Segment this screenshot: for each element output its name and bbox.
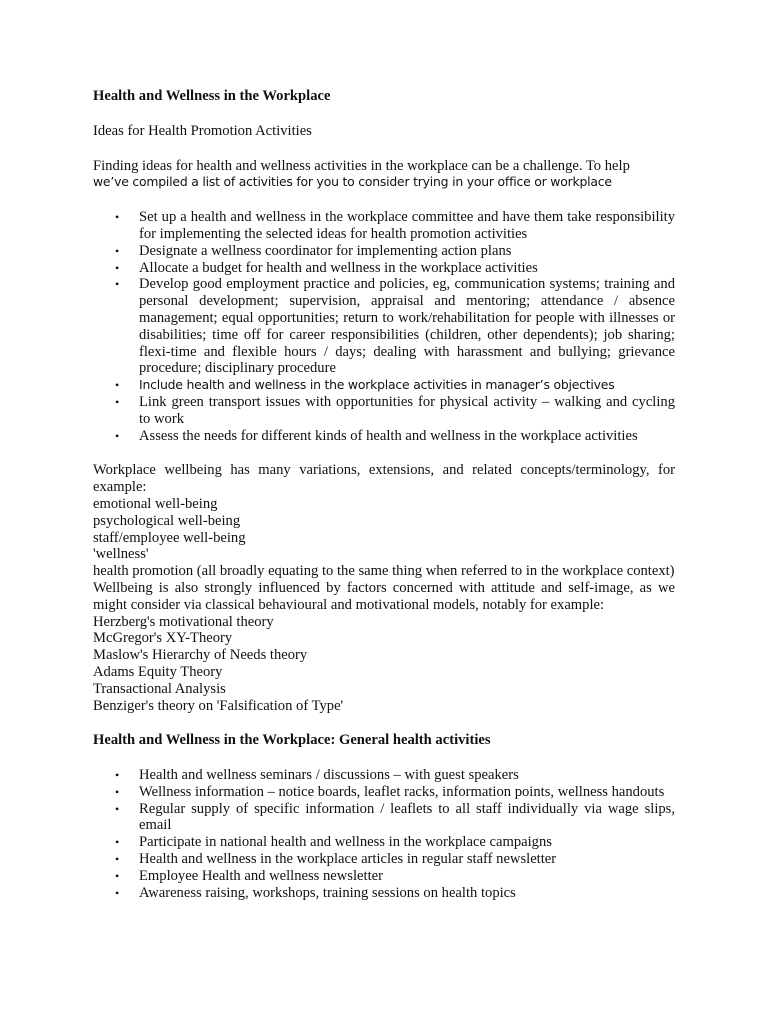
list-item-text: Wellness information – notice boards, leaflet racks, information points, wellness handouts	[139, 783, 665, 800]
models-list	[93, 614, 675, 715]
list-item-text: Participate in national health and wellness in the workplace campaigns	[139, 834, 552, 851]
section-heading-general-activities: Health and Wellness in the Workplace: General health activities	[93, 732, 491, 749]
list-item	[93, 767, 675, 784]
list-item	[93, 394, 675, 428]
list-item-text: Regular supply of specific information / leaflets to all staff individually via wage slips, email	[139, 800, 675, 834]
wellbeing-term: psychological well-being	[93, 512, 241, 529]
ideas-list	[93, 209, 675, 444]
bullet-icon: •	[115, 768, 120, 783]
list-item	[93, 209, 675, 243]
list-item-text: Allocate a budget for health and wellness in the workplace activities	[139, 259, 538, 276]
bullet-icon: •	[115, 784, 120, 799]
model-item: Transactional Analysis	[93, 680, 226, 697]
model-item: Maslow's Hierarchy of Needs theory	[93, 647, 308, 664]
list-item-text: Awareness raising, workshops, training sessions on health topics	[139, 884, 516, 901]
model-item: Benziger's theory on 'Falsification of Type'	[93, 697, 344, 714]
models-intro: Wellbeing is also strongly influenced by factors concerned with attitude and self-image, as we might consider via classical behavioural and motivational models, notably for example:	[93, 579, 675, 613]
bullet-icon: •	[115, 378, 120, 393]
bullet-icon: •	[115, 394, 120, 409]
list-item-text: Set up a health and wellness in the workplace committee and have them take responsibility for implementing the selected ideas for health promotion activities	[139, 209, 675, 242]
bullet-icon: •	[115, 852, 120, 867]
list-item-text: Designate a wellness coordinator for implementing action plans	[139, 242, 512, 259]
list-item-text: Employee Health and wellness newsletter	[139, 867, 383, 884]
bullet-icon: •	[115, 428, 120, 443]
bullet-icon: •	[115, 835, 120, 850]
model-item: McGregor's XY-Theory	[93, 630, 233, 647]
list-item	[93, 377, 675, 394]
intro-line-1: Finding ideas for health and wellness activities in the workplace can be a challenge. To help	[93, 157, 630, 174]
wellbeing-terms-list	[93, 496, 675, 563]
list-item-text: Include health and wellness in the workplace activities in manager’s objectives	[139, 377, 615, 393]
list-item	[93, 428, 675, 445]
wellbeing-term: 'wellness'	[93, 546, 149, 563]
list-item	[93, 851, 675, 868]
document-title: Health and Wellness in the Workplace	[93, 88, 331, 104]
bullet-icon: •	[115, 210, 120, 225]
wellbeing-term: health promotion (all broadly equating to the same thing when referred to in the workplace context)	[93, 563, 675, 580]
wellbeing-term: emotional well-being	[93, 495, 218, 512]
wellbeing-term: staff/employee well-being	[93, 529, 246, 546]
bullet-icon: •	[115, 277, 120, 292]
bullet-icon: •	[115, 260, 120, 275]
list-item	[93, 784, 675, 801]
list-item-text: Develop good employment practice and policies, eg, communication systems; training and personal development; supervision, appraisal and mentoring; attendance / absence management; equal opportunities; return to work/rehabilitation for people with illnesses or disabilities; time off for career responsibilities (children, other dependents); job sharing; flexi-time and flexible hours / days; dealing with harassment and bullying; grievance procedure; disciplinary procedure	[139, 276, 675, 377]
list-item	[93, 868, 675, 885]
list-item	[93, 243, 675, 260]
model-item: Adams Equity Theory	[93, 663, 223, 680]
list-item	[93, 885, 675, 902]
list-item-text: Health and wellness in the workplace articles in regular staff newsletter	[139, 851, 557, 868]
list-item	[93, 260, 675, 277]
wellbeing-intro: Workplace wellbeing has many variations, extensions, and related concepts/terminology, for example:	[93, 462, 675, 496]
list-item-text: Assess the needs for different kinds of health and wellness in the workplace activities	[139, 427, 638, 444]
list-item-text: Health and wellness seminars / discussions – with guest speakers	[139, 767, 519, 784]
intro-line-2: we’ve compiled a list of activities for you to consider trying in your office or workplace	[93, 174, 612, 190]
list-item	[93, 834, 675, 851]
general-activities-list	[93, 767, 675, 901]
bullet-icon: •	[115, 868, 120, 883]
bullet-icon: •	[115, 885, 120, 900]
document-page	[93, 88, 675, 901]
list-item	[93, 801, 675, 835]
list-item	[93, 276, 675, 377]
document-subtitle: Ideas for Health Promotion Activities	[93, 122, 312, 139]
list-item-text: Link green transport issues with opportunities for physical activity – walking and cycling to work	[139, 393, 675, 427]
bullet-icon: •	[115, 801, 120, 816]
model-item: Herzberg's motivational theory	[93, 613, 274, 630]
bullet-icon: •	[115, 243, 120, 258]
